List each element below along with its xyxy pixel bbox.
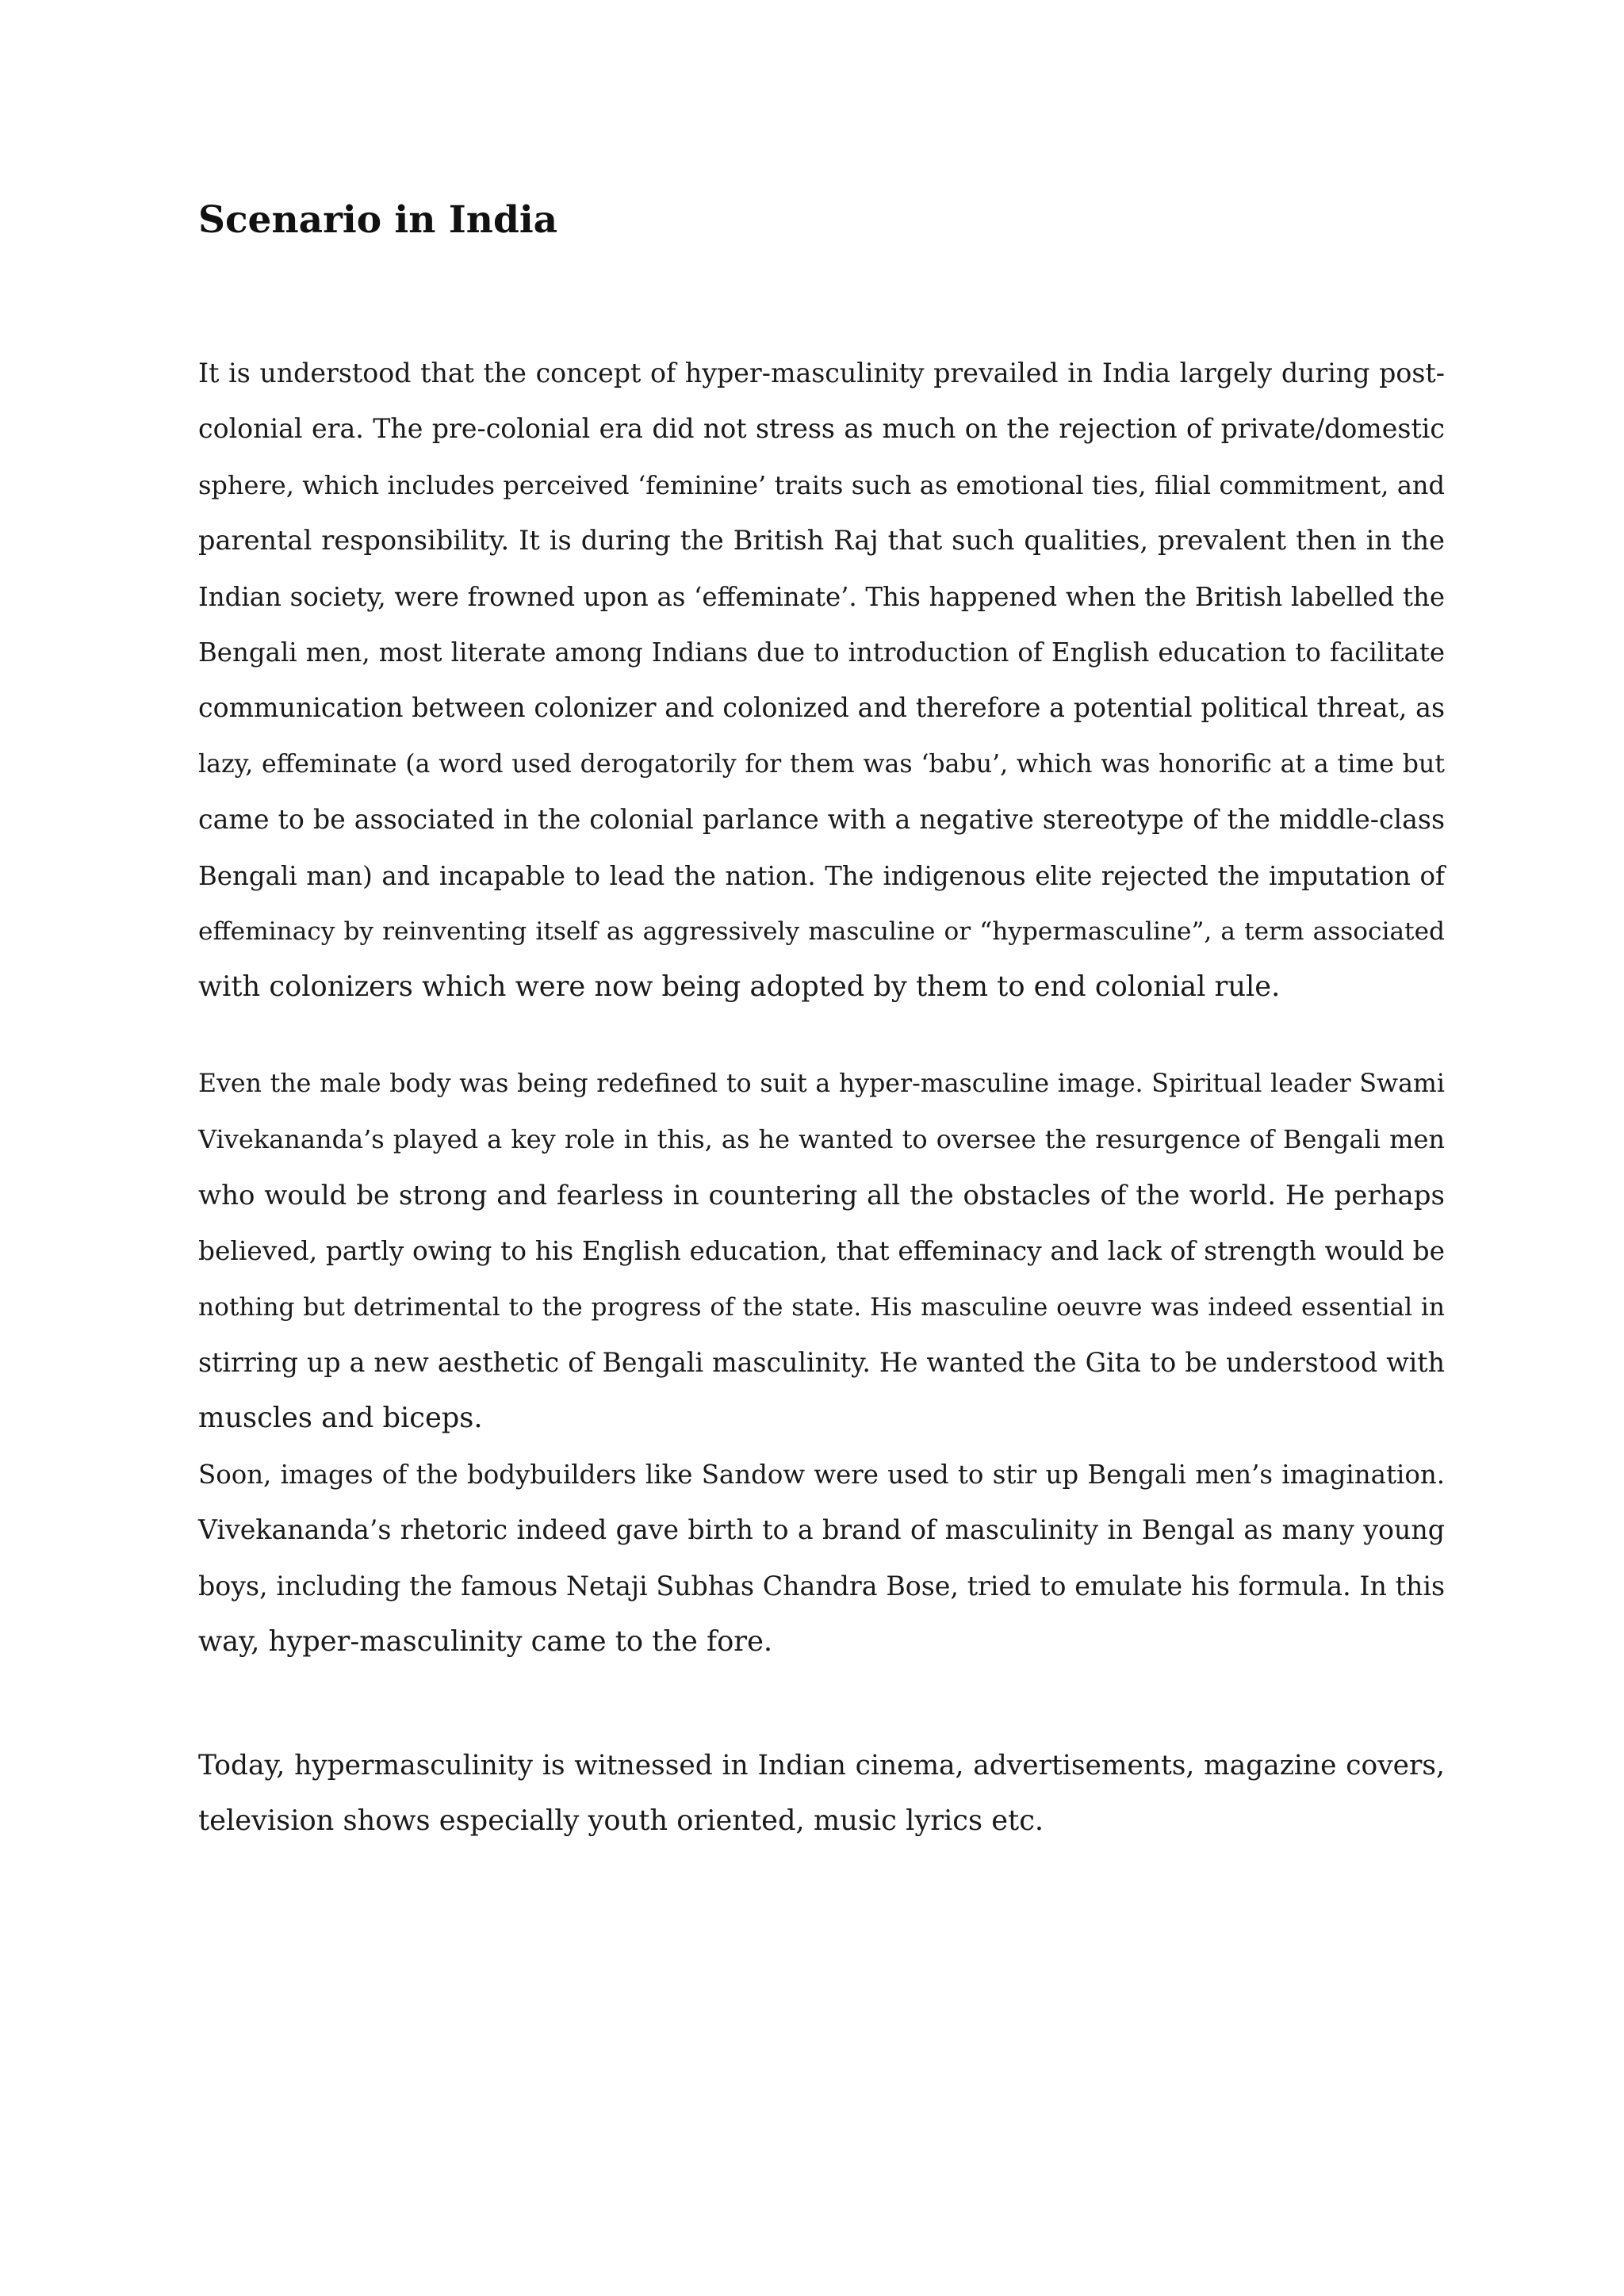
- text-line: Even the male body was being redefined to suit a hyper-masculine image. Spiritual leader Swami: [198, 1070, 1445, 1098]
- paragraph-intro: [198, 346, 1445, 1016]
- text-line: It is understood that the concept of hyper-masculinity prevailed in India largely during post-: [198, 358, 1445, 388]
- text-line: stirring up a new aesthetic of Bengali masculinity. He wanted the Gita to be understood with: [198, 1346, 1445, 1378]
- text-line: Soon, images of the bodybuilders like Sandow were used to stir up Bengali men’s imagination.: [198, 1460, 1445, 1490]
- text-line: Vivekananda’s rhetoric indeed gave birth to a brand of masculinity in Bengal as many young: [198, 1514, 1445, 1546]
- text-line: with colonizers which were now being adopted by them to end colonial rule.: [198, 970, 1281, 1004]
- text-line: muscles and biceps.: [198, 1402, 483, 1435]
- text-line: Today, hypermasculinity is witnessed in Indian cinema, advertisements, magazine covers,: [198, 1750, 1445, 1781]
- paragraph-today: [198, 1738, 1445, 1850]
- text-line: lazy, effeminate (a word used derogatorily for them was ‘babu’, which was honorific at a time but: [198, 749, 1445, 779]
- section-heading: Scenario in India: [198, 198, 558, 242]
- text-line: who would be strong and fearless in countering all the obstacles of the world. He perhaps: [198, 1179, 1445, 1211]
- text-line: Vivekananda’s played a key role in this, as he wanted to oversee the resurgence of Bengali men: [198, 1124, 1445, 1155]
- text-line: sphere, which includes perceived ‘feminine’ traits such as emotional ties, filial commitment, and: [198, 469, 1445, 500]
- text-line: effeminacy by reinventing itself as aggressively masculine or “hypermasculine”, a term associated: [198, 916, 1445, 946]
- text-line: Bengali man) and incapable to lead the nation. The indigenous elite rejected the imputation of: [198, 860, 1445, 891]
- text-line: believed, partly owing to his English education, that effeminacy and lack of strength would be: [198, 1236, 1445, 1267]
- text-line: nothing but detrimental to the progress of the state. His masculine oeuvre was indeed essential in: [198, 1292, 1445, 1322]
- text-line: colonial era. The pre-colonial era did not stress as much on the rejection of private/domestic: [198, 413, 1445, 445]
- text-line: parental responsibility. It is during the British Raj that such qualities, prevalent then in the: [198, 525, 1445, 557]
- text-line: came to be associated in the colonial parlance with a negative stereotype of the middle-class: [198, 804, 1445, 836]
- paragraph-male-body: [198, 1056, 1445, 1447]
- text-line: television shows especially youth oriented, music lyrics etc.: [198, 1804, 1044, 1838]
- paragraph-sandow: [198, 1447, 1445, 1670]
- text-line: way, hyper-masculinity came to the fore.: [198, 1625, 773, 1659]
- text-line: boys, including the famous Netaji Subhas Chandra Bose, tried to emulate his formula. In this: [198, 1570, 1445, 1601]
- text-line: Bengali men, most literate among Indians due to introduction of English education to facilitate: [198, 637, 1445, 668]
- text-line: communication between colonizer and colonized and therefore a potential political threat, as: [198, 692, 1445, 724]
- text-line: Indian society, were frowned upon as ‘effeminate’. This happened when the British labelled the: [198, 581, 1445, 612]
